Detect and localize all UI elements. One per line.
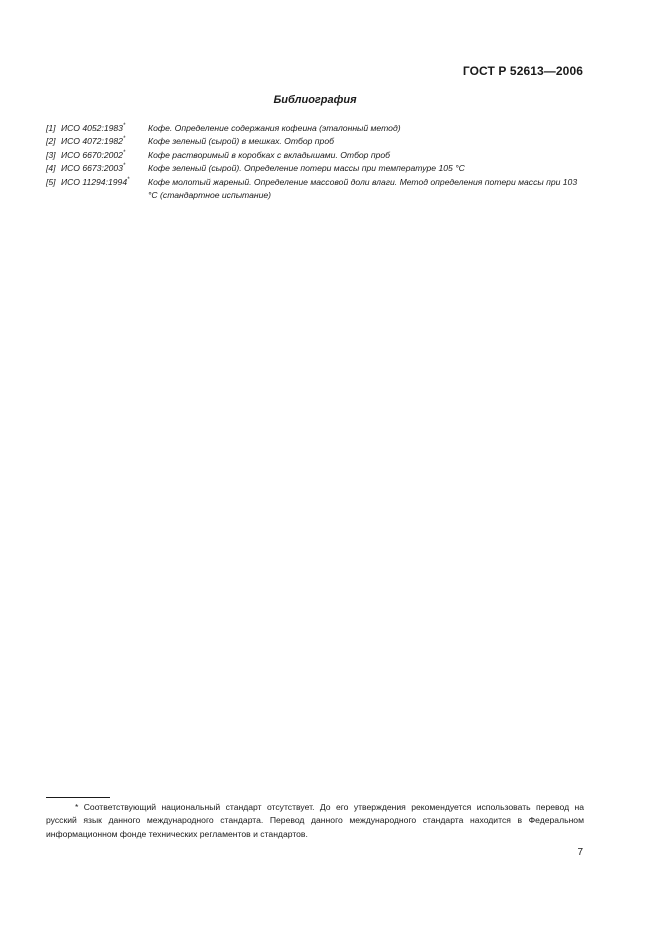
- standard-id: [61, 123, 125, 133]
- entry-number: [5]: [46, 176, 56, 187]
- page-number: 7: [577, 847, 583, 858]
- bibliography-entry: [46, 162, 586, 175]
- bibliography-entry: [46, 149, 586, 162]
- bibliography-reference: [46, 149, 148, 162]
- standard-id: [61, 150, 125, 160]
- entry-title: Кофе растворимый в коробках с вкладышами. Отбор проб: [148, 149, 390, 160]
- bibliography-reference: [46, 176, 148, 203]
- footnote-marker: *: [122, 123, 126, 129]
- bibliography-list: [46, 122, 586, 202]
- standard-code: ИСО 4052:1983: [61, 123, 123, 133]
- standard-code: ИСО 6670:2002: [61, 149, 123, 160]
- bibliography-title: Библиография: [273, 94, 357, 106]
- bibliography-reference: [46, 122, 148, 135]
- footnote-text: * Соответствующий национальный стандарт отсутствует. До его утверждения рекомендуется использовать перевод на русский язык данного международного стандарта. Перевод данного международного стандарта находится в Федеральном информационном фонде технических регламентов и стандартов.: [46, 802, 584, 839]
- footnote-marker: *: [122, 163, 126, 170]
- entry-title: Кофе молотый жареный. Определение массовой доли влаги. Метод определения потери массы при 103 °С (стандартное испытание): [148, 176, 578, 201]
- footnote-marker: *: [122, 136, 126, 143]
- standard-code: ИСО 6673:2003: [61, 163, 123, 174]
- bibliography-entry: [46, 122, 586, 135]
- footnote-marker: *: [122, 149, 126, 156]
- entry-number: [3]: [46, 149, 56, 160]
- entry-title: Кофе. Определение содержания кофеина (эталонный метод): [148, 123, 401, 133]
- entry-title: Кофе зеленый (сырой) в мешках. Отбор проб: [148, 136, 334, 147]
- standard-id: [61, 177, 129, 187]
- bibliography-entry: [46, 176, 586, 203]
- footnote-divider: [46, 797, 110, 798]
- standard-id: [61, 163, 125, 173]
- bibliography-entry: [46, 135, 586, 148]
- entry-number: [4]: [46, 163, 56, 174]
- bibliography-reference: [46, 162, 148, 175]
- footnote-marker: *: [127, 176, 130, 183]
- document-code: ГОСТ Р 52613—2006: [462, 64, 583, 78]
- entry-title: Кофе зеленый (сырой). Определение потери массы при температуре 105 °С: [148, 163, 465, 174]
- standard-code: ИСО 11294:1994: [61, 176, 128, 187]
- entry-number: [2]: [46, 136, 56, 147]
- bibliography-reference: [46, 135, 148, 148]
- standard-code: ИСО 4072:1982: [61, 136, 123, 147]
- standard-id: [61, 136, 125, 146]
- entry-number: [1]: [46, 123, 56, 133]
